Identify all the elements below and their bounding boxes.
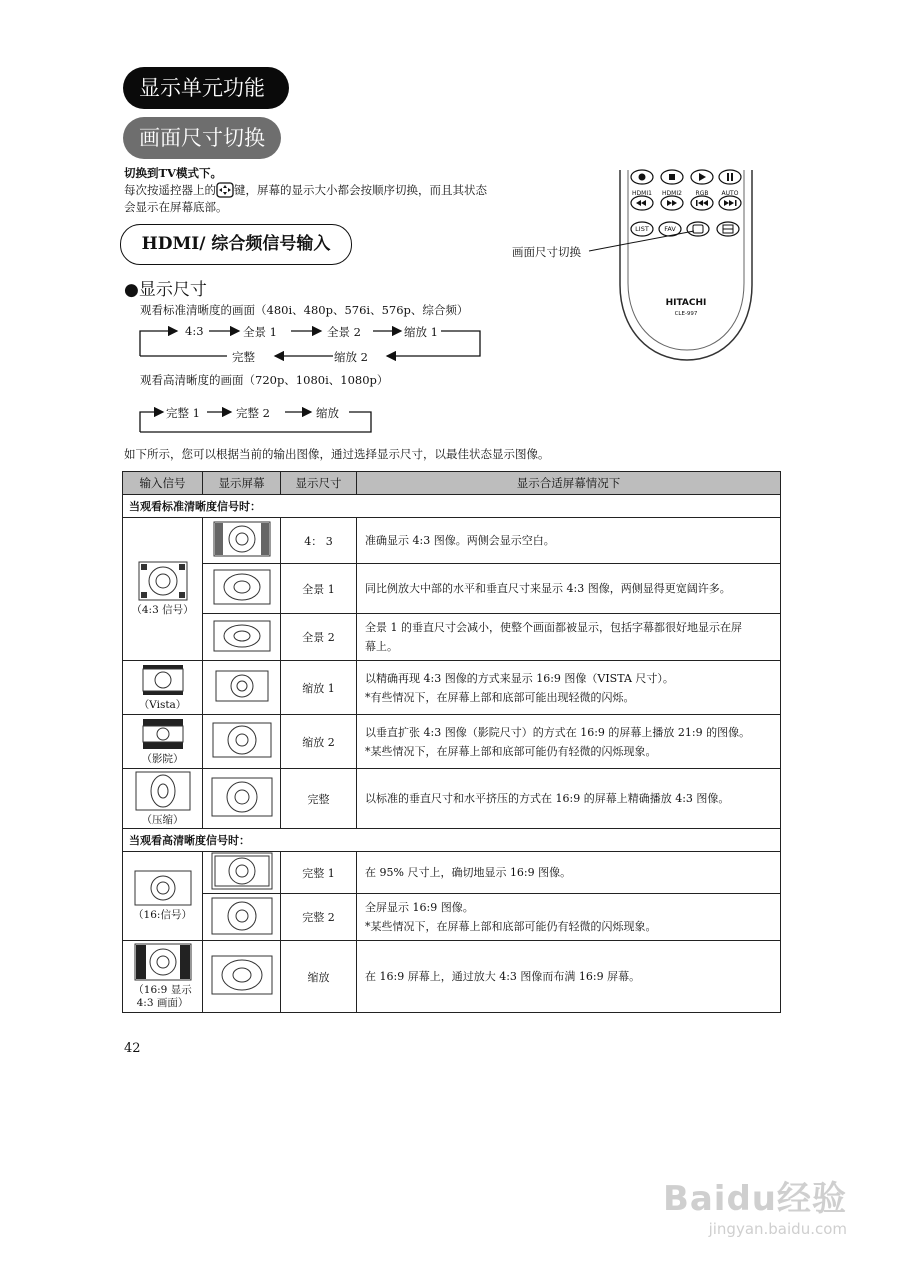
desc-full1: 在 95% 尺寸上，确切地显示 16:9 图像。 — [357, 852, 781, 894]
size-zoom2: 缩放 2 — [281, 715, 357, 769]
remote-label-auto: AUTO — [721, 190, 739, 197]
screen-pano2 — [203, 614, 281, 661]
table-intro: 如下所示，您可以根据当前的输出图像，通过选择显示尺寸，以最佳状态显示图像。 — [124, 447, 550, 461]
display-size-heading: ●显示尺寸 — [124, 280, 207, 300]
screen-full1 — [203, 852, 281, 894]
input-43-caption: （4:3 信号） — [131, 604, 194, 616]
screen-43 — [203, 518, 281, 564]
screen-full2 — [203, 894, 281, 941]
remote-model: CLE-997 — [674, 311, 698, 317]
input-vista — [123, 661, 203, 715]
hd-flow-step-3: 缩放 — [316, 406, 339, 420]
input-169-caption: （16:信号） — [133, 909, 192, 921]
size-full1: 完整 1 — [281, 852, 357, 894]
screen-pano1 — [203, 564, 281, 614]
remote-fav-button: FAV — [664, 225, 676, 233]
input-169 — [123, 852, 203, 941]
remote-label-rgb: RGB — [695, 190, 709, 197]
header-desc: 显示合适屏幕情况下 — [357, 472, 781, 495]
watermark-logo: Baidu经验 — [662, 1179, 847, 1219]
intro-line-1: 切换到TV模式下。 — [124, 166, 222, 180]
section-heading: 显示单元功能 — [123, 67, 289, 109]
size-full2: 完整 2 — [281, 894, 357, 941]
intro-line-2a: 每次按遥控器上的 — [124, 183, 216, 197]
input-squeeze-caption: （压缩） — [141, 813, 184, 826]
input-43 — [123, 518, 203, 661]
subsection-heading: 画面尺寸切换 — [123, 117, 281, 159]
input-cinema-caption: （影院） — [141, 752, 184, 765]
remote-control-illustration — [590, 165, 780, 375]
size-43: 4： 3 — [281, 518, 357, 564]
hd-flow-step-1: 完整 1 — [166, 406, 200, 420]
intro-line-3: 会显示在屏幕底部。 — [124, 200, 228, 214]
screen-full — [203, 769, 281, 829]
desc-zoom1: 以精确再现 4:3 图像的方式来显示 16:9 图像（VISTA 尺寸）。 *有些情况下，在屏幕上部和底部可能出现轻微的闪烁。 — [357, 661, 781, 715]
screen-zoom2 — [203, 715, 281, 769]
remote-callout-line — [588, 229, 698, 254]
remote-brand: HITACHI — [665, 298, 707, 308]
display-size-table — [122, 471, 781, 1013]
sd-flow-caption: 观看标准清晰度的画面（480i、480p、576i、576p、综合频） — [140, 303, 469, 317]
hd-flow-caption: 观看高清晰度的画面（720p、1080i、1080p） — [140, 373, 389, 387]
desc-full: 以标准的垂直尺寸和水平挤压的方式在 16:9 的屏幕上精确播放 4:3 图像。 — [357, 769, 781, 829]
size-zoom: 缩放 — [281, 941, 357, 1013]
input-vista-caption: （Vista） — [138, 698, 187, 711]
remote-label-hdmi2: HDMI2 — [662, 190, 682, 197]
size-pano2: 全景 2 — [281, 614, 357, 661]
input-169-43-caption-2: 4:3 画面） — [136, 997, 189, 1009]
desc-full2: 全屏显示 16:9 图像。 *某些情况下，在屏幕上部和底部可能仍有轻微的闪烁现象。 — [357, 894, 781, 941]
desc-pano1: 同比例放大中部的水平和垂直尺寸来显示 4:3 图像，两侧显得更宽阔许多。 — [357, 564, 781, 614]
input-cinema — [123, 715, 203, 769]
intro-line-2b: 键，屏幕的显示大小都会按顺序切换，而且其状态 — [234, 183, 487, 197]
hd-flow-step-2: 完整 2 — [236, 406, 270, 420]
input-squeeze — [123, 769, 203, 829]
header-screen: 显示屏幕 — [203, 472, 281, 495]
size-zoom1: 缩放 1 — [281, 661, 357, 715]
desc-zoom2: 以垂直扩张 4:3 图像（影院尺寸）的方式在 16:9 的屏幕上播放 21:9 的图像。 *某些情况下，在屏幕上部和底部可能仍有轻微的闪烁现象。 — [357, 715, 781, 769]
sd-flow-step-1: 4:3 — [185, 324, 204, 338]
watermark-url: jingyan.baidu.com — [708, 1220, 847, 1238]
sd-section-label: 当观看标准清晰度信号时： — [123, 495, 781, 518]
remote-callout-label: 画面尺寸切换 — [512, 245, 581, 259]
hdmi-heading: HDMI/ 综合频信号输入 — [120, 224, 352, 265]
size-full: 完整 — [281, 769, 357, 829]
sd-flow-step-2: 全景 1 — [243, 325, 277, 339]
remote-label-hdmi1: HDMI1 — [632, 190, 652, 197]
screen-zoom1 — [203, 661, 281, 715]
input-169-43-caption-1: （16:9 显示 — [133, 984, 192, 996]
baidu-watermark — [663, 1171, 847, 1238]
sd-flow-step-5: 缩放 2 — [334, 350, 368, 364]
hd-section-label: 当观看高清晰度信号时： — [123, 829, 781, 852]
sd-flow-step-3: 全景 2 — [327, 325, 361, 339]
header-input: 输入信号 — [123, 472, 203, 495]
page-number: 42 — [124, 1041, 141, 1056]
playback-buttons — [631, 170, 741, 184]
sd-flow-step-6: 完整 — [232, 350, 255, 364]
desc-zoom: 在 16:9 屏幕上，通过放大 4:3 图像而布满 16:9 屏幕。 — [357, 941, 781, 1013]
size-pano1: 全景 1 — [281, 564, 357, 614]
header-size: 显示尺寸 — [281, 472, 357, 495]
input-43-icon — [138, 561, 188, 601]
desc-43: 准确显示 4:3 图像。两侧会显示空白。 — [357, 518, 781, 564]
remote-list-button: LIST — [635, 225, 649, 233]
desc-pano2: 全景 1 的垂直尺寸会减小，使整个画面都被显示，包括字幕都很好地显示在屏 幕上。 — [357, 614, 781, 661]
input-169-43 — [123, 941, 203, 1013]
screen-zoom — [203, 941, 281, 1013]
sd-flow-step-4: 缩放 1 — [404, 325, 438, 339]
